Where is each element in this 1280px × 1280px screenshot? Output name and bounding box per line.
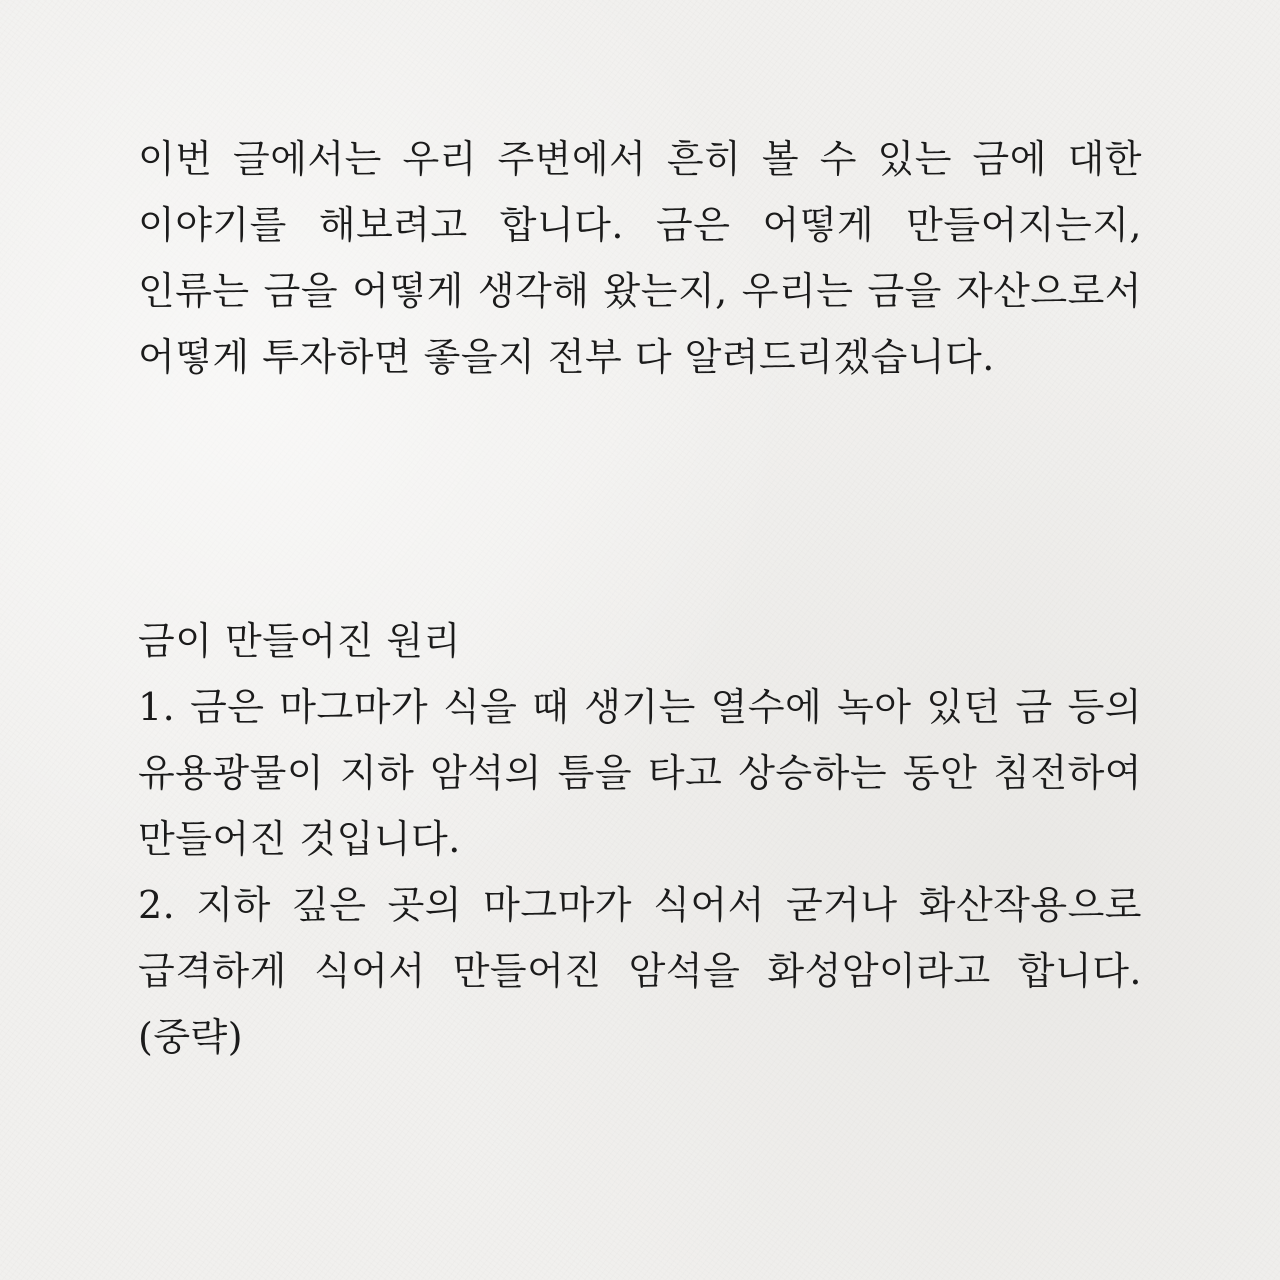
section-block	[138, 608, 1142, 1070]
section-title: 금이 만들어진 원리	[138, 619, 461, 663]
list-item: 2. 지하 깊은 곳의 마그마가 식어서 굳거나 화산작용으로 급격하게 식어서 만들어진 암석을 화성암이라고 합니다. (중략)	[138, 883, 1142, 1059]
list-item: 1. 금은 마그마가 식을 때 생기는 열수에 녹아 있던 금 등의 유용광물이 지하 암석의 틈을 타고 상승하는 동안 침전하여 만들어진 것입니다.	[138, 685, 1142, 861]
intro-paragraph: 이번 글에서는 우리 주변에서 흔히 볼 수 있는 금에 대한 이야기를 해보려고 합니다. 금은 어떻게 만들어지는지, 인류는 금을 어떻게 생각해 왔는지, 우리는 금을 자산으로서 어떻게 투자하면 좋을지 전부 다 알려드리겠습니다.	[138, 137, 1142, 379]
intro-block	[138, 126, 1142, 390]
